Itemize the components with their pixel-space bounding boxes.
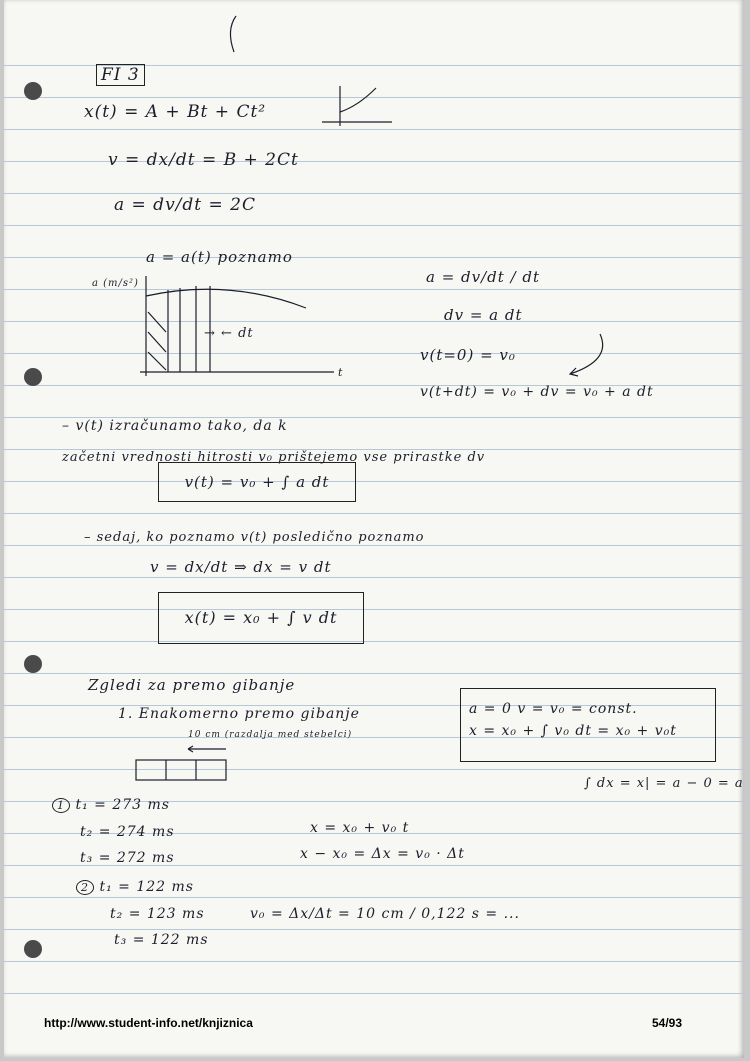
velocity-box (158, 462, 356, 502)
side-line-4: v(t+dt) = v₀ + dv = v₀ + a dt (420, 384, 654, 400)
text-line-1: – v(t) izračunamo tako, da k (62, 418, 288, 434)
integral-note: ∫ dx = x| = a − 0 = a (584, 776, 744, 791)
equation-a: a = dv/dt = 2C (114, 195, 256, 215)
distance-note: 10 cm (razdalja med stebelci) (188, 730, 353, 740)
title-box (96, 64, 145, 86)
acceleration-known: a = a(t) poznamo (146, 248, 293, 266)
gate-sketch (132, 744, 232, 796)
uniform-motion-heading: 1. Enakomerno premo gibanje (118, 706, 360, 722)
position-box (158, 592, 364, 644)
title-text: FI 3 (101, 65, 140, 85)
equation-v: v = dx/dt = B + 2Ct (108, 150, 299, 170)
side-line-2: dv = a dt (444, 306, 523, 324)
text-line-3: – sedaj, ko poznamo v(t) posledično poznamo (84, 530, 425, 545)
uniform-box-line-2: x = x₀ + ∫ v₀ dt = x₀ + v₀t (469, 723, 677, 739)
curved-arrow (560, 330, 620, 380)
measurement-1-t3: t₃ = 272 ms (80, 850, 175, 866)
graph-x-label: t (338, 366, 344, 379)
dt-text: dt (238, 326, 254, 341)
measurement-1-label: 1 (52, 798, 70, 813)
text-line-4: v = dx/dt ⇒ dx = v dt (150, 558, 332, 576)
m2-t1-text: t₁ = 122 ms (99, 879, 194, 895)
punch-hole (24, 368, 42, 386)
examples-heading: Zgledi za premo gibanje (88, 676, 296, 694)
measurement-1-t2: t₂ = 274 ms (80, 824, 175, 840)
bracket-stroke (222, 12, 252, 62)
uniform-box-line-1: a = 0 v = v₀ = const. (469, 701, 638, 717)
measurement-2-t1 (76, 879, 194, 895)
velocity-calculation: v₀ = Δx/Δt = 10 cm / 0,122 s = ... (250, 906, 520, 922)
equation-x: x(t) = A + Bt + Ct² (84, 102, 267, 122)
mid-equation-1: x = x₀ + v₀ t (310, 820, 410, 836)
graph-y-label: a (m/s²) (92, 278, 139, 289)
mid-equation-2: x − x₀ = Δx = v₀ · Δt (300, 846, 465, 862)
measurement-1-t1 (52, 797, 170, 813)
position-formula: x(t) = x₀ + ∫ v dt (184, 608, 338, 627)
punch-hole (24, 940, 42, 958)
arrow-icon: → ← (204, 326, 233, 341)
side-line-3: v(t=0) = v₀ (420, 346, 516, 364)
punch-hole (24, 82, 42, 100)
small-sketch-graph (318, 82, 398, 132)
m1-t1-text: t₁ = 273 ms (75, 797, 170, 813)
graph-dt-label (204, 326, 254, 341)
side-line-1: a = dv/dt / dt (426, 268, 541, 286)
footer-page-number: 54/93 (652, 1016, 683, 1030)
measurement-2-label: 2 (76, 880, 94, 895)
velocity-formula: v(t) = v₀ + ∫ a dt (184, 473, 330, 491)
uniform-motion-box (460, 688, 716, 762)
punch-hole (24, 655, 42, 673)
measurement-2-t2: t₂ = 123 ms (110, 906, 205, 922)
measurement-2-t3: t₃ = 122 ms (114, 932, 209, 948)
footer-url[interactable]: http://www.student-info.net/knjiznica (44, 1016, 253, 1030)
text-line-2: začetni vrednosti hitrosti v₀ prištejemo vse prirastke dv (62, 450, 486, 465)
